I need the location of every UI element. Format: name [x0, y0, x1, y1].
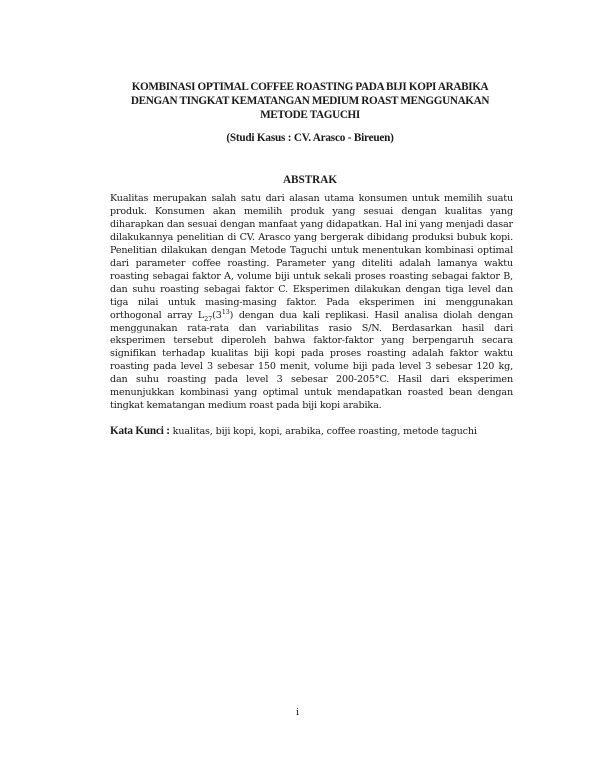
abstract-text-part-1: Kualitas merupakan salah satu dari alasan utama konsumen untuk memilih suatu produk. Konsumen akan memilih produk yang sesuai dengan kualitas yang diharapkan dan sesuai dengan manfaat yang didapatkan. Hal ini yang menjadi dasar dilakukannya penelitian di CV. Arasco yang bergerak dibidang produksi bubuk kopi. Penelitian dilakukan dengan Metode Taguchi untuk menentukan kombinasi optimal dari parameter coffee roasting. Parameter yang diteliti adalah lamanya waktu roasting sebagai faktor A, volume biji untuk sekali proses roasting sebagai faktor B, dan suhu roasting sebagai faktor C. Eksperimen dilakukan dengan tiga level dan tiga nilai untuk masing-masing faktor. Pada eksperimen ini menggunakan orthogonal array L	[110, 193, 513, 321]
title-line-2: DENGAN TINGKAT KEMATANGAN MEDIUM ROAST MENGGUNAKAN	[130, 95, 490, 107]
page-number: i	[295, 707, 300, 718]
title-line-1: KOMBINASI OPTIMAL COFFEE ROASTING PADA BIJI KOPI ARABIKA	[131, 81, 489, 93]
array-close: )	[229, 309, 234, 321]
abstract-body	[110, 193, 513, 413]
abstract-text-part-2: dengan dua kali replikasi. Hasil analisa diolah dengan menggunakan rata-rata dan variabilitas rasio S/N. Berdasarkan hasil dari eksperimen tersebut diperoleh bahwa faktor-faktor yang berpengaruh secara signifikan terhadap kualitas biji kopi pada proses roasting adalah faktor waktu roasting pada level 3 sebesar 150 menit, volume biji pada level 3 sebesar 120 kg, dan suhu roasting pada level 3 sebesar 200-205°C. Hasil dari eksperimen menunjukkan kombinasi yang optimal untuk mendapatkan roasted bean dengan tingkat kematangan medium roast pada biji kopi arabika.	[110, 309, 513, 412]
document-subtitle: (Studi Kasus : CV. Arasco - Bireuen)	[226, 132, 394, 144]
keywords-label: Kata Kunci :	[110, 425, 170, 437]
keywords	[110, 424, 513, 439]
abstract-heading: ABSTRAK	[282, 174, 338, 186]
array-subscript: 27	[204, 314, 213, 323]
array-open: (3	[212, 309, 222, 321]
keywords-text: kualitas, biji kopi, kopi, arabika, coffee roasting, metode taguchi	[169, 426, 477, 437]
document-title	[100, 80, 520, 122]
array-superscript: 13	[221, 307, 230, 316]
title-line-3: METODE TAGUCHI	[260, 109, 360, 121]
